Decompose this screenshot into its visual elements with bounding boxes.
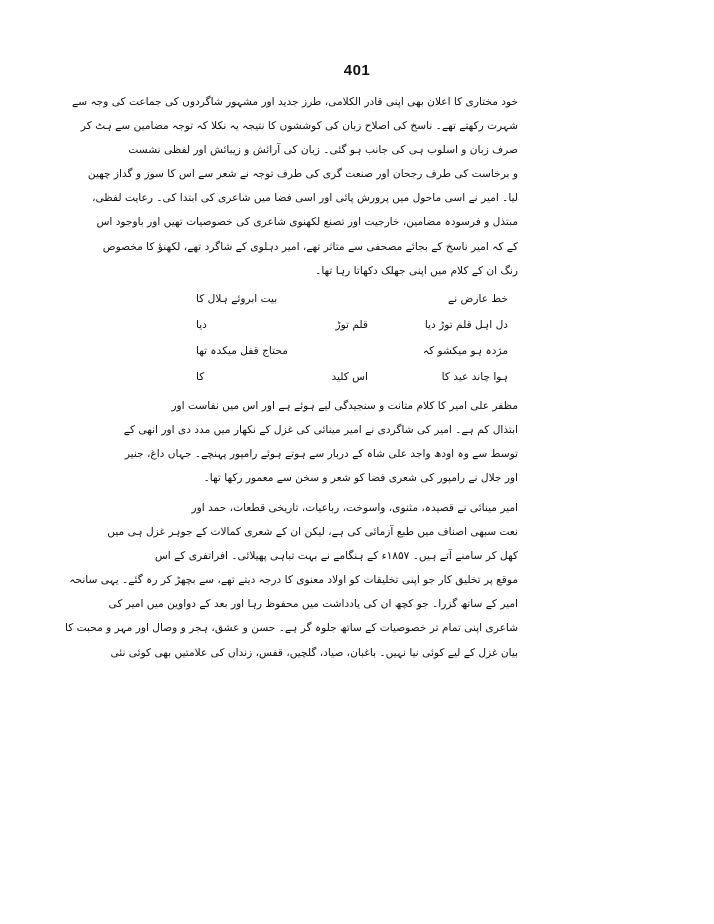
verse-left: کا [196,371,205,383]
verse-left: بیت ابروئے ہلال کا [196,293,278,305]
text-line: نعت سبھی اصناف میں طبع آزمائی کی ہے، لیکن ان کے شعری کمالات کے جوہر غزل ہی میں [107,526,518,539]
verse-row [196,312,518,338]
verse-right: مژدہ ہو میکشو کہ [422,345,508,357]
verse-left: دیا [196,319,207,331]
text-line: کے کہ امیر ناسخ کے بجائے مصحفی سے متاثر تھے، امیر دہلوی کے شاگرد تھے، لکھنؤ کا مخصوص [102,240,518,253]
text-line: امیر کے ساتھ گزرا۔ جو کچھ ان کی یادداشت میں محفوظ رہا اور بعد کے دواوین میں امیر کی [108,598,518,611]
verse-right: خط عارض نے [448,293,508,305]
paragraph-3 [65,496,518,665]
verse-row [196,286,518,312]
text-line: و برخاست کی طرف رجحان اور صنعت گری کی طرف توجہ نے شعر سے اس کا سوز و گداز چھین [87,168,518,181]
verse-middle: قلم توڑ [335,319,368,331]
verse-row [196,338,518,364]
verse-right: دل اہل قلم توڑ دیا [424,319,508,331]
paragraph-2 [123,394,518,490]
text-line: بیان غزل کے لیے کوئی نیا نہیں۔ باغبان، صیاد، گلچیں، قفس، زنداں کی علامتیں بھی کوئی نئی [110,646,518,659]
text-line: لیا۔ امیر نے اسی ماحول میں پرورش پائی اور اسی فضا میں شاعری کی ابتدا کی۔ رعایت لفظی، [92,192,518,205]
text-line: شہرت رکھتے تھے۔ ناسخ کی اصلاح زبان کی کوششوں کا نتیجہ یہ نکلا کہ توجہ مضامین سے ہٹ کر [80,120,518,133]
verse-left: محتاج قفل میکدہ تھا [196,345,288,357]
verse-middle: اس کلید [331,371,368,383]
text-line: مبتذل و فرسودہ مضامین، خارجیت اور تصنع لکھنوی شاعری کی خصوصیات تھیں اور باوجود اس [96,216,518,229]
text-line: مظفر علی امیر کا کلام متانت و سنجیدگی لیے ہوئے ہے اور اس میں نفاست اور [171,400,518,412]
text-line: توسط سے وہ اودھ واجد علی شاہ کے دربار سے ہوتے ہوئے رامپور پہنچے۔ جہاں داغ، جنیر [124,448,518,461]
verse-row [196,364,518,390]
text-line: اور جلال نے رامپور کی شعری فضا کو شعر و سخن سے معمور رکھا تھا۔ [203,472,518,485]
text-line: صرف زبان و اسلوب ہی کی جانب ہو گئی۔ زبان کی آرائش و زیبائش اور لفظی نشست [128,144,518,157]
text-line: موقع پر تخلیق کار جو اپنی تخلیقات کو اولاد معنوی کا درجہ دیتے تھے، سے بچھڑ کر رہ گئے۔ یہی سانحہ [69,574,518,587]
text-line: رنگ ان کے کلام میں اپنی جھلک دکھاتا رہا تھا۔ [315,264,518,277]
text-line: شاعری اپنی تمام تر خصوصیات کے ساتھ جلوہ گر ہے۔ حسن و عشق، ہجر و وصال اور مہر و محبت کا [65,622,518,635]
verse-block [196,286,518,390]
paragraph-1 [72,90,518,283]
text-line: خود مختاری کا اعلان بھی اپنی قادر الکلامی، طرز جدید اور مشہور شاگردوں کی جماعت کی وجہ سے [72,96,518,108]
page-number: 401 [343,62,371,79]
text-line: ابتذال کم ہے۔ امیر کی شاگردی نے امیر مینائی کی غزل کے نکھار میں مدد دی اور انھی کے [123,424,518,437]
text-line: امیر مینائی نے قصیدہ، مثنوی، واسوخت، رباعیات، تاریخی قطعات، حمد اور [191,502,518,514]
text-line: کھل کر سامنے آتے ہیں۔ ۱۸۵۷ء کے ہنگامے نے بہت تباہی پھیلائی۔ افراتفری کے اس [154,550,518,563]
verse-right: ہوا چاند عید کا [441,371,508,383]
